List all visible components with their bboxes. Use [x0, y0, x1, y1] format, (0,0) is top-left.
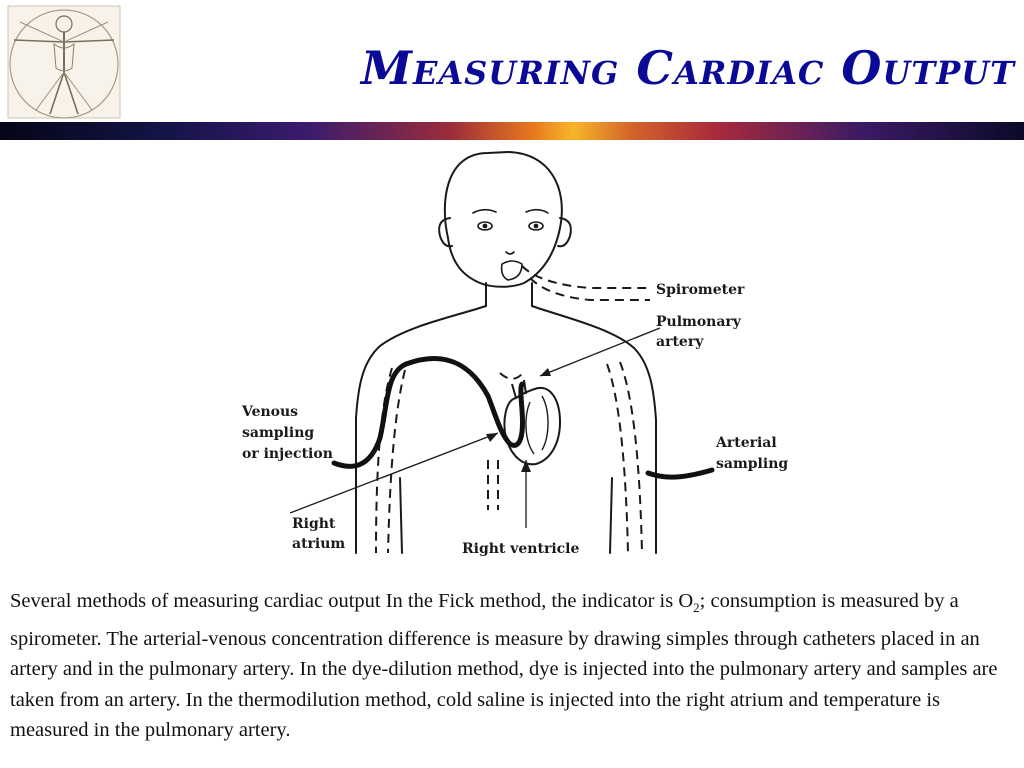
label-right-ventricle: Right ventricle: [462, 541, 580, 557]
label-arterial: Arterial: [716, 435, 777, 451]
label-venous-injection: or injection: [242, 446, 333, 462]
label-arterial-sampling: sampling: [716, 456, 789, 472]
slide-title: Measuring Cardiac Output: [361, 41, 1015, 95]
vitruvian-man-icon: [2, 2, 126, 124]
label-right: Right: [292, 516, 336, 532]
description-part1: Several methods of measuring cardiac output In the Fick method, the indicator is O: [10, 590, 694, 612]
description-text: [10, 586, 1010, 746]
label-pulmonary-artery: artery: [656, 334, 704, 350]
arterial-catheter: [648, 470, 712, 477]
description-part2: ; consumption is measured by a spirometer. The arterial-venous concentration difference is measure by drawing simples through catheters placed in an artery and in the pulmonary artery. In the dye-dilution method, dye is injected into the pulmonary artery and samples are taken from an artery. In the thermodilution method, cold saline is injected into the right atrium and temperature is measured in the pulmonary artery.: [10, 590, 998, 742]
label-venous-sampling: sampling: [242, 425, 315, 441]
label-venous: Venous: [242, 404, 299, 420]
torso-outline: [356, 306, 486, 553]
decorative-gradient-bar: [0, 122, 1024, 140]
label-pulmonary: Pulmonary: [656, 314, 741, 330]
label-spirometer: Spirometer: [656, 282, 745, 298]
label-right-atrium: atrium: [292, 536, 346, 552]
description-subscript: 2: [693, 600, 700, 616]
heart: [504, 380, 560, 464]
logo: [2, 2, 126, 124]
cardiac-output-diagram: [230, 148, 790, 588]
head-outline: [445, 152, 562, 287]
